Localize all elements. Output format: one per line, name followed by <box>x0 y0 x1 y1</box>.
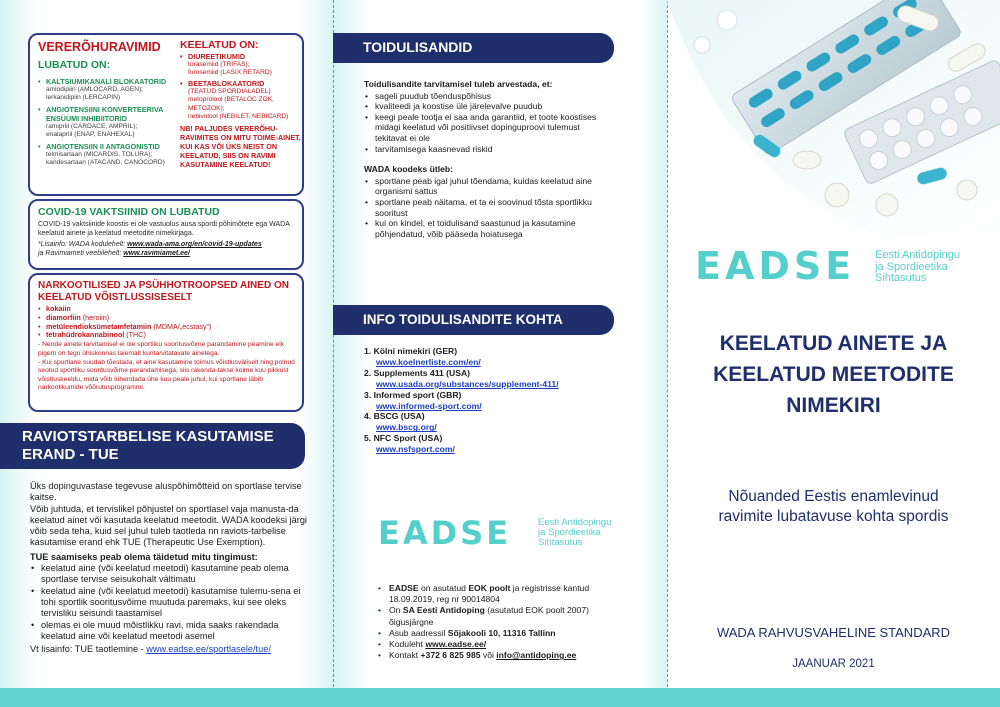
about-text: EADSE <box>389 583 419 593</box>
tue-condition: • keelatud aine (või keelatud meetodi) kasutamine peab olema sportlase tervise seisukohalt vältimatu <box>30 563 310 586</box>
covid-box <box>28 199 304 270</box>
logo-line: Eesti Antidopingu <box>875 249 961 261</box>
covid-title: COVID-19 VAKTSIINID ON LUBATUD <box>38 206 220 218</box>
narcotic-name: kokaiin <box>46 304 71 313</box>
info-name: Supplements 411 (USA) <box>373 367 471 378</box>
prohibited-drugs: (TEATUD SPORDIALADEL) metoprolool (BETALOC ZOK, METOZOK); nebivolool (NEBILET, NEBICARD) <box>188 87 289 121</box>
tue-header-line: ERAND - TUE <box>22 446 119 463</box>
info-num: 5. <box>364 433 372 444</box>
tue-footer-label: Vt lisainfo: TUE taotlemine - <box>30 644 147 655</box>
covid-body: COVID-19 vaktsiinide koostis ei ole vastuolus ausa spordi põhimõtete ega WADA keelatud ainete ja keelatud meetodite nimekirjaga. <box>38 221 290 237</box>
info-list <box>364 346 614 455</box>
covid-info-line <box>38 250 300 259</box>
allowed-list <box>38 75 183 167</box>
tue-body <box>30 481 310 655</box>
about-text: Kontakt <box>389 650 421 661</box>
logo-line: Sihtasutus <box>875 272 927 284</box>
info-item <box>364 411 614 433</box>
narcotic-item <box>38 331 302 340</box>
prohibited-list <box>180 39 302 169</box>
narcotics-box <box>28 273 304 412</box>
about-text: või <box>480 650 497 661</box>
homepage-link[interactable]: www.eadse.ee/ <box>425 639 487 650</box>
logo-line: ja Spordieetika <box>538 527 601 538</box>
ravimiamet-link[interactable]: www.ravimiamet.ee/ <box>123 249 190 257</box>
logo-wordmark: EADSE <box>378 514 512 552</box>
allowed-drugs: telmisartaan (MICARDIS, TOLURA); kandesartaan (ATACAND, CANOCORD) <box>46 150 165 167</box>
bottom-band <box>0 688 1000 707</box>
info-header: INFO TOIDULISANDITE KOHTA <box>333 305 614 335</box>
narcotic-name: tetrahüdrokannabinool <box>46 330 125 340</box>
allowed-drugs: ramipriil (CARDACE, AMPRIL); enalapriil (ENAP, ENAHEXAL) <box>46 122 138 139</box>
info-item <box>364 433 614 455</box>
cover-date: JAANUAR 2021 <box>792 658 875 670</box>
cover-title-line: KEELATUD AINETE JA <box>719 332 948 355</box>
about-item <box>378 583 628 605</box>
tue-condition: • olemas ei ole muud mõistlikku ravi, mida saaks rakendada keelatud aine või keelatud meetodi asemel <box>30 620 310 643</box>
prohibited-class: • DIUREETIKUMID <box>180 52 302 61</box>
wada-covid-link[interactable]: www.wada-ama.org/en/covid-19-updates <box>127 241 262 249</box>
cover-title-line: NIMEKIRI <box>786 394 881 417</box>
blood-pressure-box <box>28 33 304 196</box>
tue-header-line: RAVIOTSTARBELISE KASUTAMISE <box>22 428 274 445</box>
allowed-class: • ANGIOTENSIINI KONVERTEERIVA ENSÜÜMI INHIBIITORID <box>38 105 183 123</box>
info-item <box>364 390 614 412</box>
info-link[interactable]: www.usada.org/substances/supplement-411/ <box>376 378 559 389</box>
narcotic-extra: (THC) <box>124 330 146 340</box>
info-name: BSCG (USA) <box>373 411 425 422</box>
info-name: NFC Sport (USA) <box>373 433 443 444</box>
prohibited-title: KEELATUD ON: <box>180 39 259 51</box>
eadse-logo <box>378 512 618 552</box>
allowed-class: • KALTSIUMIKANALI BLOKAATORID <box>38 77 183 86</box>
cover-title-line: KEELATUD MEETODITE <box>713 363 954 386</box>
info-num: 4. <box>364 411 372 422</box>
logo-subtitle <box>538 518 611 548</box>
prohibited-note: NB! PALJUDES VERERÕHU-RAVIMITES ON MITU TOIME-AINET, KUI KAS VÕI ÜKS NEIST ON KEELATUD, SIIS ON RAVIMI KASUTAMINE KEELATUD! <box>180 124 301 170</box>
cover-standard: WADA RAHVUSVAHELINE STANDARD <box>716 625 951 640</box>
info-link[interactable]: www.koelnerliste.com/en/ <box>376 356 481 367</box>
tue-conditions-title: TUE saamiseks peab olema täidetud mitu tingimust: <box>30 551 258 562</box>
about-item <box>378 650 628 661</box>
about-text: SA Eesti Antidoping <box>402 605 485 616</box>
cover-subtitle <box>667 487 1000 527</box>
wada-item: • sportlane peab näitama, et ta ei soovinud tõsta sportlikku sooritust <box>364 197 614 218</box>
narcotics-title: NARKOOTILISED JA PSÜHHOTROOPSED AINED ON KEELATUD VÕISTLUSSISESELT <box>38 280 289 303</box>
eadse-logo-cover <box>695 244 985 290</box>
fold-line <box>333 0 334 707</box>
prohibited-drugs: torasemiid (TRIFAS); furosemiid (LASIX RETARD) <box>188 61 272 77</box>
about-item <box>378 628 628 639</box>
allowed-drugs: amlodipiin (AMLOCARD, AGEN); lerkanidipiin (LERCAPIN) <box>46 86 144 102</box>
info-name: Kölni nimekiri (GER) <box>373 346 458 356</box>
info-link[interactable]: www.informed-sport.com/ <box>376 400 482 411</box>
tue-link[interactable]: www.eadse.ee/sportlasele/tue/ <box>146 644 271 655</box>
info-num: 1. <box>364 346 372 356</box>
supplements-item: • keegi peale tootja ei saa anda garantiid, et toote koostises midagi keelatud või positiivset dopinguproovi tulemust tekitavat ei ole <box>364 112 614 144</box>
supplements-lead: Toidulisandite tarvitamisel tuleb arvestada, et: <box>364 79 553 89</box>
about-text: Sõjakooli 10, 11316 Tallinn <box>447 627 556 638</box>
about-text: Koduleht <box>389 639 426 650</box>
blood-pressure-title: VERERÕHURAVIMID <box>38 40 161 54</box>
pills-image <box>667 0 1000 235</box>
logo-line: Eesti Antidopingu <box>538 517 612 528</box>
narcotics-note: - Kui sportlane suudab tõestada, et aine kasutamine toimus võistlusväliselt ning polnud seotud sportliku sooritusvõime parandamisega, siis rakenda-takse kolme kuu pikkust võistluskeeldu, mida võib lühendada ühe kuu peale juhul, kui sportlane läbib narkootikumide võõrutusprogrammi. <box>38 359 295 392</box>
narcotic-extra: (heroiin) <box>80 312 110 322</box>
tue-header <box>0 423 305 469</box>
covid-info-label: ja Ravimiameti veebilehelt: <box>38 249 124 257</box>
phone-number: +372 6 825 985 <box>420 650 481 661</box>
wada-lead: WADA koodeks ütleb: <box>364 164 453 175</box>
info-link[interactable]: www.bscg.org/ <box>376 422 437 433</box>
logo-wordmark: EADSE <box>695 244 856 288</box>
about-text: (asutatud EOK poolt 2007) õigusjärgne <box>389 605 589 627</box>
narcotics-note: - Nende ainete tarvitamisel ei ole sportliku sooritusvõime parandamine peamine eik pigem on tegu ühiskonnas laiemalt kuritarvitatavate ainetega. <box>38 341 285 357</box>
cover-subtitle-line: Nõuanded Eestis enamlevinud <box>728 488 939 505</box>
narcotic-name: metüleendioksümetamfetamiin <box>46 321 152 331</box>
info-item <box>364 346 614 368</box>
supplements-body <box>364 79 614 249</box>
tue-paragraph: Üks dopinguvastase tegevuse aluspõhimõtteid on sportlase tervise kaitse. <box>30 481 302 503</box>
wada-item: • kui on kindel, et toidulisand saastunud ja kasutamine põhjendatud, võib pääseda hoiatusega <box>364 218 614 239</box>
pills-illustration <box>667 0 1000 235</box>
wada-list <box>364 176 614 240</box>
narcotics-list <box>38 305 302 393</box>
supplements-item: • sageli puudub tõenduspõhisus <box>364 91 614 102</box>
narcotic-extra: (MDMA/„ecstasy”) <box>151 321 212 331</box>
covid-info-line <box>38 241 300 250</box>
narcotic-name: diamorfiin <box>46 312 81 322</box>
about-item <box>378 605 628 627</box>
cover-title <box>667 328 1000 421</box>
about-item <box>378 639 628 650</box>
cover-subtitle-line: ravimite lubatavuse kohta spordis <box>718 508 949 525</box>
info-link[interactable]: www.nsfsport.com/ <box>376 444 455 455</box>
supplements-list <box>364 91 614 155</box>
covid-text <box>38 221 300 258</box>
tue-condition: • keelatud aine (või keelatud meetodi) kasutamise tulemu-sena ei tohi sportlik sooritusvõime muutuda paremaks, kui see oleks tervisliku seisundi taastamisel <box>30 586 310 620</box>
supplements-header: TOIDULISANDID <box>333 33 614 63</box>
allowed-title: LUBATUD ON: <box>38 59 111 71</box>
allowed-class: • ANGIOTENSIIN II ANTAGONISTID <box>38 142 183 151</box>
covid-info-label: *Lisainfo: WADA kodulehelt: <box>38 241 128 249</box>
about-text: Asub aadressil <box>389 627 448 638</box>
logo-line: ja Spordieetika <box>875 260 948 273</box>
tue-conditions <box>30 563 310 642</box>
wada-item: • sportlane peab igal juhul tõendama, kuidas keelatud aine organismi sattus <box>364 176 614 197</box>
about-text: ja registrisse kantud 18.09.2019, reg nr 90014804 <box>389 583 590 605</box>
info-num: 2. <box>364 367 372 378</box>
logo-line: Sihtasutus <box>538 537 583 548</box>
about-list <box>378 583 628 661</box>
email-link[interactable]: info@antidoping.ee <box>496 650 577 661</box>
about-text: On <box>389 605 403 616</box>
info-item <box>364 368 614 390</box>
supplements-item: • tarvitamisega kaasnevad riskid <box>364 144 614 155</box>
about-text: on asutatud <box>418 583 469 593</box>
info-name: Informed sport (GBR) <box>373 389 462 400</box>
about-text: EOK poolt <box>468 583 511 593</box>
logo-subtitle <box>875 250 960 285</box>
prohibited-class: • BEETABLOKAATORID <box>180 79 302 88</box>
info-num: 3. <box>364 389 372 400</box>
tue-paragraph: Võib juhtuda, et tervislikel põhjustel on sportlasel vaja manusta-da keelatud ainet või kasutada keelatud meetodit. WADA koodeksi järgi võib seda teha, kuid sel juhul tuleb taotleda nn raviots-tarbelise kasutamise erand ehk TUE (Therapeutic Use Exemption). <box>30 503 307 548</box>
tue-footer <box>30 644 310 655</box>
supplements-item: • kvaliteedi ja koostise üle järelevalve puudub <box>364 101 614 112</box>
